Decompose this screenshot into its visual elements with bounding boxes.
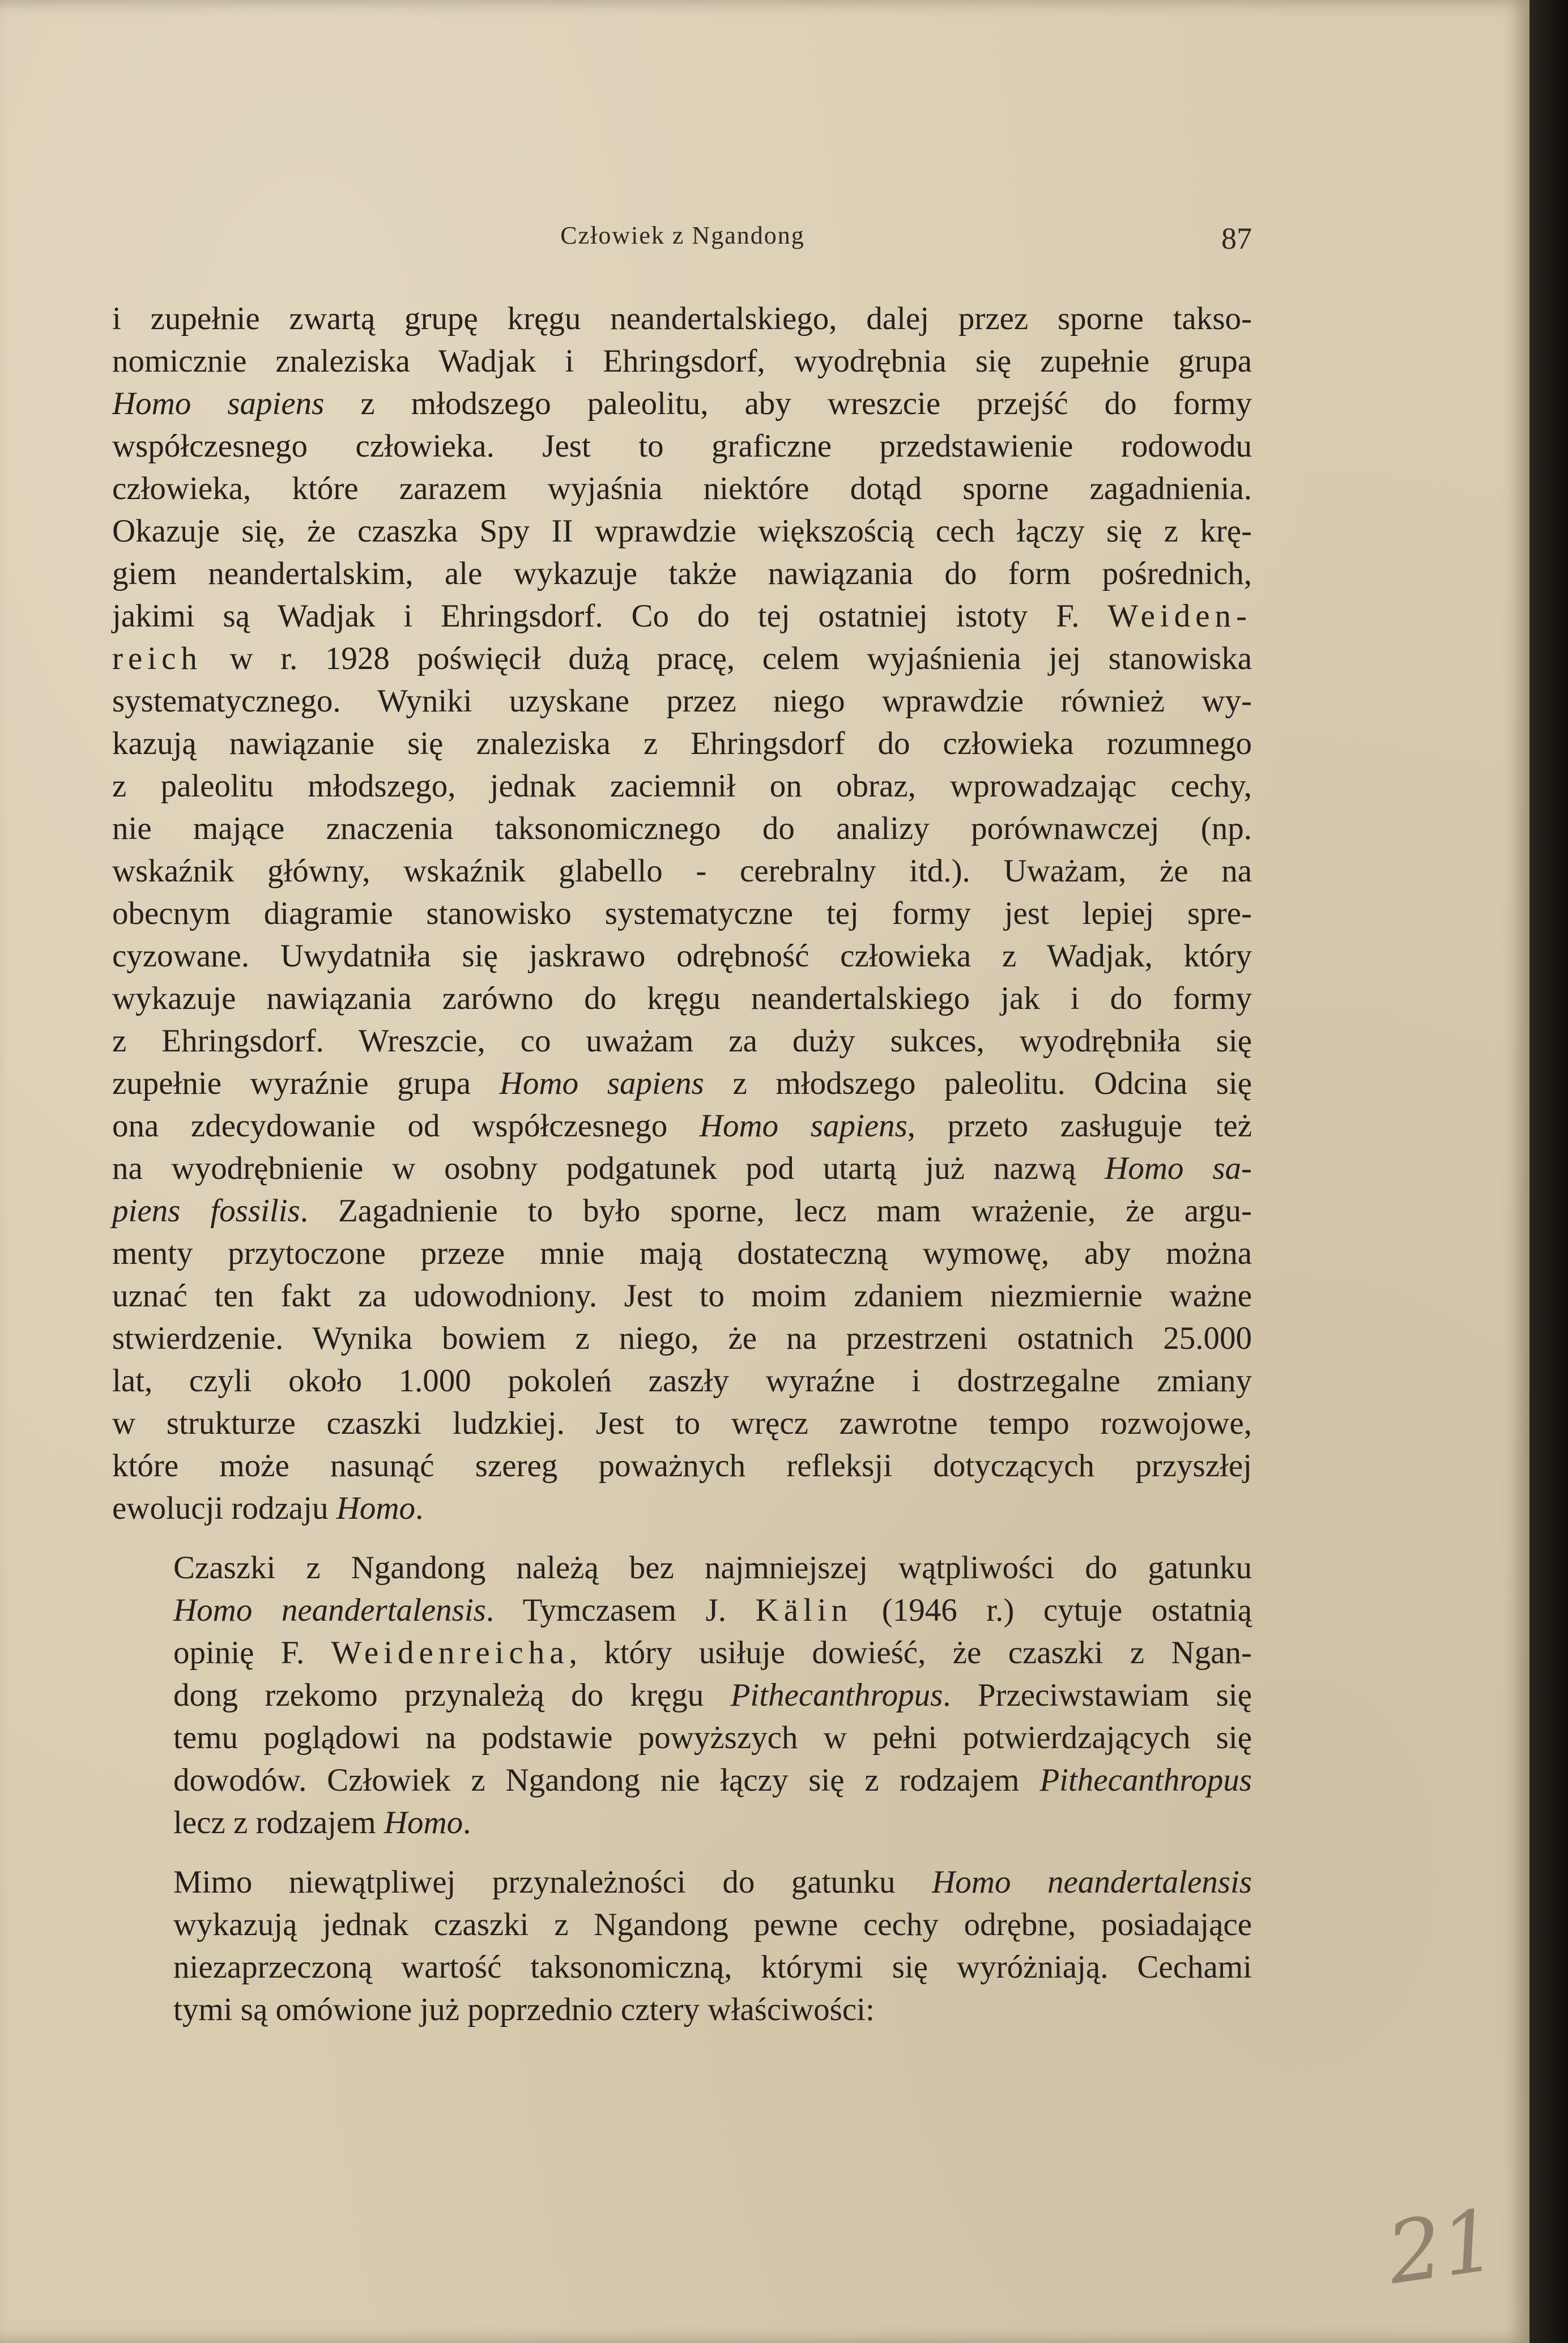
text-line	[112, 425, 1252, 467]
text-run: uznać ten fakt za udowodniony. Jest to moim zdaniem niezmiernie ważne	[112, 1278, 1252, 1314]
text-run: .	[463, 1805, 471, 1841]
text-line	[112, 340, 1252, 382]
italic-term: Homo sa-	[1105, 1151, 1252, 1186]
text-run: , przeto zasługuje też	[907, 1108, 1252, 1144]
text-line	[112, 1190, 1252, 1232]
text-run: niezaprzeczoną wartość taksonomiczną, którymi się wyróżniają. Cechami	[173, 1949, 1252, 1985]
text-run: opinię F.	[173, 1635, 331, 1671]
paragraph	[112, 297, 1252, 1530]
text-run: z paleolitu młodszego, jednak zaciemnił on obraz, wprowadzając cechy,	[112, 768, 1252, 804]
text-run: człowieka, które zarazem wyjaśnia niektóre dotąd sporne zagadnienia.	[112, 471, 1252, 506]
text-line	[112, 722, 1252, 765]
text-line	[112, 680, 1252, 722]
text-run: nie mające znaczenia taksonomicznego do analizy porównawczej (np.	[112, 811, 1252, 846]
text-run: Czaszki z Ngandong należą bez najmniejszej wątpliwości do gatunku	[173, 1550, 1252, 1586]
text-run: , który usiłuje dowieść, że czaszki z Ngan-	[569, 1635, 1252, 1671]
italic-term: Pithecanthropus	[730, 1677, 943, 1713]
page-number: 87	[1221, 221, 1252, 255]
italic-term: piens fossilis	[112, 1193, 300, 1229]
spaced-name: Weidenreicha	[331, 1635, 569, 1671]
pencil-annotation: 21	[1381, 2191, 1503, 2304]
text-run: ewolucji rodzaju	[112, 1490, 336, 1526]
text-run: (1946 r.) cytuje ostatnią	[853, 1592, 1252, 1628]
running-title: Człowiek z Ngandong	[560, 221, 805, 249]
text-line	[112, 1105, 1252, 1147]
scan-edge	[1529, 0, 1568, 2343]
text-line	[112, 892, 1252, 935]
text-line	[112, 595, 1252, 637]
text-run: współczesnego człowieka. Jest to graficzne przedstawienie rodowodu	[112, 428, 1252, 464]
text-run: . Przeciwstawiam się	[943, 1677, 1252, 1713]
text-line	[112, 1988, 1252, 2031]
text-run: menty przytoczone przeze mnie mają dostateczną wymowę, aby można	[112, 1236, 1252, 1271]
text-run: z młodszego paleolitu, aby wreszcie przejść do formy	[324, 386, 1252, 421]
italic-term: Pithecanthropus	[1039, 1762, 1252, 1798]
text-line	[112, 1317, 1252, 1360]
text-line	[112, 1759, 1252, 1801]
spaced-name: reich	[112, 641, 202, 676]
text-run: . Tymczasem J.	[485, 1592, 756, 1628]
text-run: cyzowane. Uwydatniła się jaskrawo odrębność człowieka z Wadjak, który	[112, 938, 1252, 974]
text-run: z młodszego paleolitu. Odcina się	[704, 1066, 1252, 1101]
text-line	[112, 297, 1252, 340]
text-run: Mimo niewątpliwej przynależności do gatunku	[173, 1864, 932, 1900]
text-run: ona zdecydowanie od współczesnego	[112, 1108, 700, 1144]
text-line	[112, 765, 1252, 807]
italic-term: Homo sapiens	[499, 1066, 704, 1101]
text-line	[112, 382, 1252, 425]
text-run: stwierdzenie. Wynika bowiem z niego, że na przestrzeni ostatnich 25.000	[112, 1320, 1252, 1356]
text-run: giem neandertalskim, ale wykazuje także nawiązania do form pośrednich,	[112, 556, 1252, 591]
text-line	[112, 1903, 1252, 1946]
paragraph	[112, 1547, 1252, 1844]
text-line	[112, 1861, 1252, 1903]
text-run: i zupełnie zwartą grupę kręgu neandertalskiego, dalej przez sporne takso-	[112, 301, 1252, 336]
text-line	[112, 1062, 1252, 1105]
italic-term: Homo sapiens	[112, 386, 325, 421]
italic-term: Homo	[336, 1490, 416, 1526]
text-line	[112, 1674, 1252, 1716]
spaced-name: Weiden-	[1107, 598, 1252, 634]
text-run: wykazują jednak czaszki z Ngandong pewne cechy odrębne, posiadające	[173, 1907, 1252, 1942]
text-run: wskaźnik główny, wskaźnik glabello - cerebralny itd.). Uważam, że na	[112, 853, 1252, 889]
text-run: . Zagadnienie to było sporne, lecz mam wrażenie, że argu-	[300, 1193, 1252, 1229]
text-run: wykazuje nawiązania zarówno do kręgu neandertalskiego jak i do formy	[112, 981, 1252, 1016]
text-run: obecnym diagramie stanowisko systematyczne tej formy jest lepiej spre-	[112, 896, 1252, 931]
text-line	[112, 1631, 1252, 1674]
italic-term: Homo sapiens	[699, 1108, 907, 1144]
text-run: dowodów. Człowiek z Ngandong nie łączy się z rodzajem	[173, 1762, 1040, 1798]
text-run: jakimi są Wadjak i Ehringsdorf. Co do tej ostatniej istoty F.	[112, 598, 1108, 634]
text-line	[112, 1402, 1252, 1445]
text-run: .	[415, 1490, 424, 1526]
text-line	[112, 1547, 1252, 1589]
text-line	[112, 1589, 1252, 1631]
text-line	[112, 1275, 1252, 1317]
text-line	[112, 1445, 1252, 1487]
text-run: nomicznie znaleziska Wadjak i Ehringsdorf, wyodrębnia się zupełnie grupa	[112, 343, 1252, 379]
text-line	[112, 935, 1252, 977]
text-line	[112, 807, 1252, 850]
text-line	[112, 1487, 1252, 1530]
text-run: lat, czyli około 1.000 pokoleń zaszły wyraźne i dostrzegalne zmiany	[112, 1363, 1252, 1399]
paragraph	[112, 1861, 1252, 2031]
text-line	[112, 1716, 1252, 1759]
text-run: w r. 1928 poświęcił dużą pracę, celem wyjaśnienia jej stanowiska	[202, 641, 1252, 676]
text-line	[112, 1360, 1252, 1402]
italic-term: Homo neandertalensis	[932, 1864, 1252, 1900]
text-run: Okazuje się, że czaszka Spy II wprawdzie większością cech łączy się z krę-	[112, 513, 1252, 549]
running-head	[113, 221, 1252, 261]
text-run: zupełnie wyraźnie grupa	[112, 1066, 500, 1101]
text-line	[112, 977, 1252, 1020]
text-run: systematycznego. Wyniki uzyskane przez niego wprawdzie również wy-	[112, 683, 1252, 719]
text-run: dong rzekomo przynależą do kręgu	[173, 1677, 731, 1713]
text-run: tymi są omówione już poprzednio cztery właściwości:	[173, 1992, 875, 2027]
text-line	[112, 1801, 1252, 1844]
text-run: które może nasunąć szereg poważnych refleksji dotyczących przyszłej	[112, 1448, 1252, 1484]
text-run: z Ehringsdorf. Wreszcie, co uważam za duży sukces, wyodrębniła się	[112, 1023, 1252, 1059]
italic-term: Homo	[384, 1805, 463, 1841]
text-line	[112, 467, 1252, 510]
text-run: na wyodrębnienie w osobny podgatunek pod utartą już nazwą	[112, 1151, 1105, 1186]
body-text	[112, 297, 1252, 2048]
text-line	[112, 1946, 1252, 1988]
text-line	[112, 552, 1252, 595]
text-line	[112, 1147, 1252, 1190]
text-line	[112, 510, 1252, 552]
text-run: lecz z rodzajem	[173, 1805, 384, 1841]
text-line	[112, 1020, 1252, 1062]
text-line	[112, 637, 1252, 680]
text-run: w strukturze czaszki ludzkiej. Jest to wręcz zawrotne tempo rozwojowe,	[112, 1405, 1252, 1441]
text-run: kazują nawiązanie się znaleziska z Ehringsdorf do człowieka rozumnego	[112, 726, 1252, 761]
text-line	[112, 1232, 1252, 1275]
spaced-name: Kälin	[755, 1592, 853, 1628]
text-run: temu poglądowi na podstawie powyższych w pełni potwierdzających się	[173, 1720, 1252, 1756]
italic-term: Homo neandertalensis	[173, 1592, 486, 1628]
text-line	[112, 850, 1252, 892]
